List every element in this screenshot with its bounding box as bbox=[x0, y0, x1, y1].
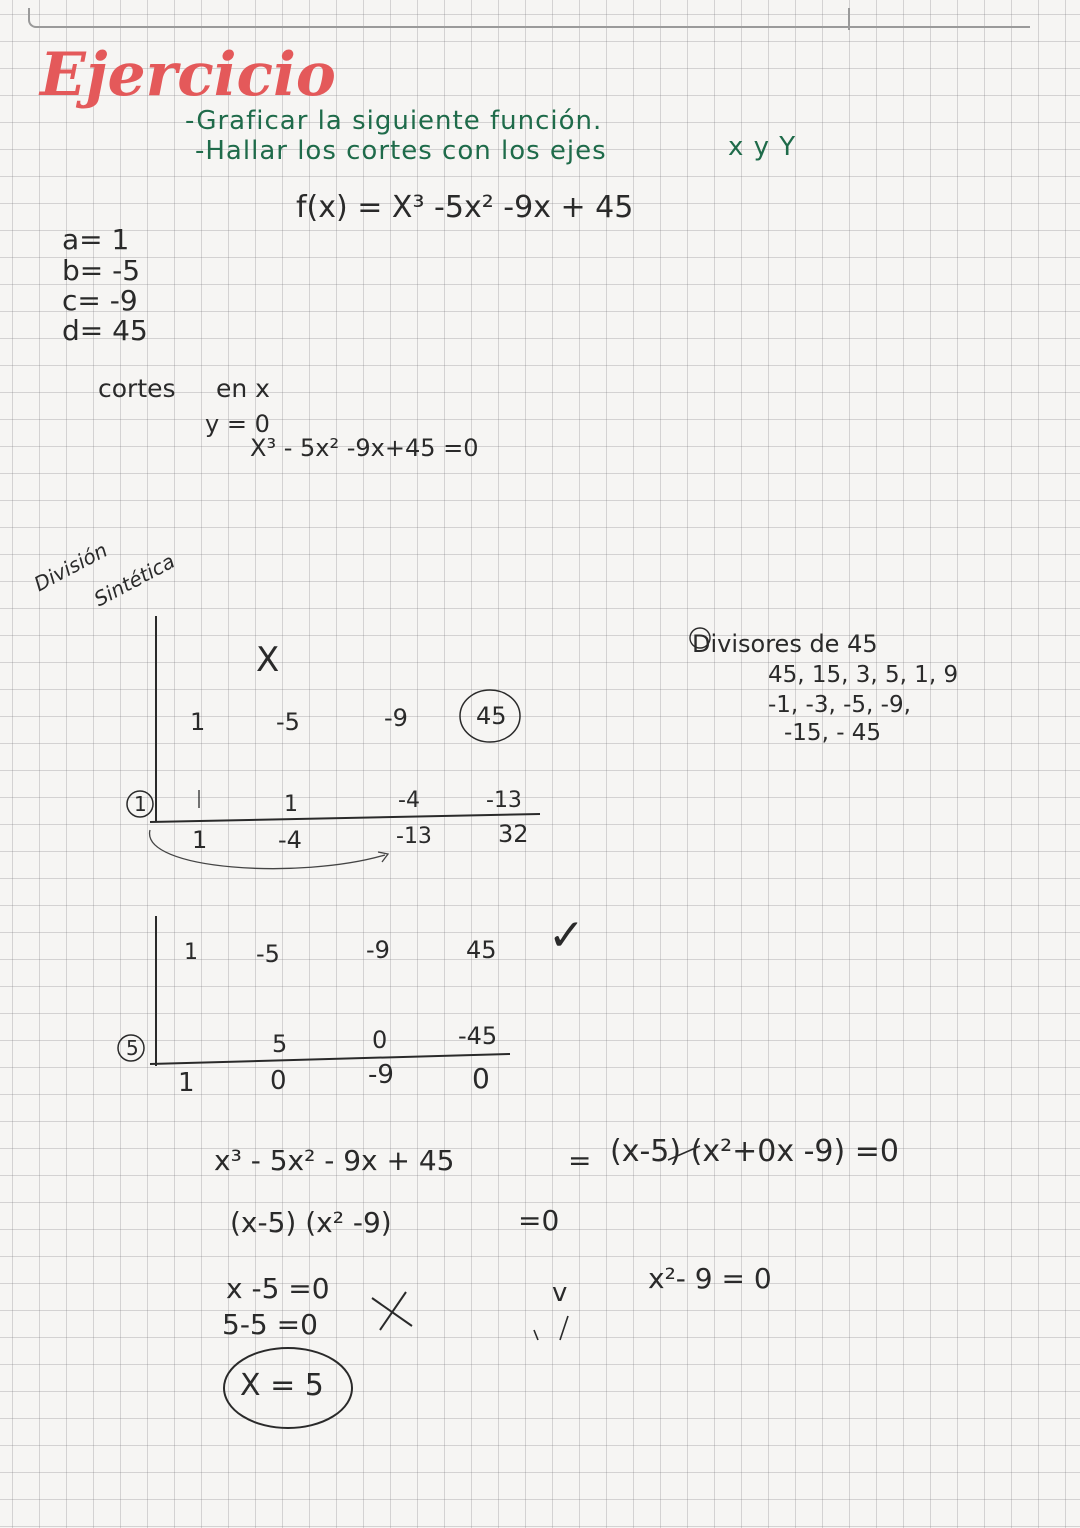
side-label-sintetica: Sintética bbox=[90, 548, 179, 612]
side-label-division: División bbox=[30, 537, 112, 597]
division1-root-circle bbox=[127, 791, 153, 817]
cortes-label: cortes bbox=[98, 374, 176, 403]
division2-coef-1: 1 bbox=[184, 940, 198, 965]
factor-step-3: 5-5 =0 bbox=[222, 1308, 318, 1341]
divisores-row-2: -1, -3, -5, -9, bbox=[768, 692, 911, 718]
factor-step-1-eq: =0 bbox=[518, 1204, 560, 1237]
instruction-axes: x y Y bbox=[728, 132, 797, 162]
division2-coef-4: 45 bbox=[466, 936, 497, 964]
division1-horizontal-line bbox=[150, 814, 540, 822]
division1-result-3: -13 bbox=[396, 824, 432, 849]
factor-quadratic: x²- 9 = 0 bbox=[648, 1262, 772, 1295]
division1-constant-circle bbox=[460, 690, 520, 742]
result-circle bbox=[224, 1348, 352, 1428]
division2-horizontal-line bbox=[150, 1054, 510, 1064]
division2-result-2: 0 bbox=[270, 1066, 287, 1096]
division1-coef-4: 45 bbox=[476, 702, 507, 730]
division1-result-1: 1 bbox=[192, 826, 208, 854]
check-mark: ✓ bbox=[548, 910, 585, 961]
divisores-row-3: -15, - 45 bbox=[784, 720, 882, 746]
cortes-y-zero: y = 0 bbox=[205, 410, 270, 438]
division2-product-3: -45 bbox=[458, 1022, 498, 1050]
coef-c: c= -9 bbox=[62, 284, 138, 317]
division2-product-1: 5 bbox=[272, 1030, 288, 1058]
factor-step-2: x -5 =0 bbox=[226, 1272, 330, 1305]
division1-root: 1 bbox=[134, 792, 147, 816]
cross-mark bbox=[372, 1292, 412, 1330]
division1-arrow bbox=[150, 830, 385, 869]
cross-out-zero-x bbox=[668, 1146, 700, 1160]
division2-result-4: 0 bbox=[472, 1062, 490, 1095]
division1-coef-2: -5 bbox=[276, 708, 300, 736]
function-definition: f(x) = X³ -5x² -9x + 45 bbox=[296, 190, 634, 225]
comma-marks bbox=[534, 1316, 568, 1340]
divisores-title: Divisores de 45 bbox=[692, 630, 878, 658]
division1-product-1: 1 bbox=[284, 792, 298, 817]
factor-right: (x-5) (x²+0x -9) =0 bbox=[610, 1134, 899, 1169]
factor-equals: = bbox=[568, 1144, 592, 1177]
division1-coef-3: -9 bbox=[384, 704, 408, 732]
cortes-equation: X³ - 5x² -9x+45 =0 bbox=[250, 434, 479, 462]
division1-coef-1: 1 bbox=[190, 708, 206, 736]
division2-coef-2: -5 bbox=[256, 940, 280, 968]
divisores-number-circle bbox=[690, 628, 710, 648]
coef-a: a= 1 bbox=[62, 223, 130, 256]
division2-product-2: 0 bbox=[372, 1026, 388, 1054]
division1-product-2: -4 bbox=[398, 788, 420, 813]
factor-left: x³ - 5x² - 9x + 45 bbox=[214, 1144, 455, 1177]
divisores-row-1: 45, 15, 3, 5, 1, 9 bbox=[768, 662, 959, 688]
division2-root-circle bbox=[118, 1035, 144, 1061]
coef-b: b= -5 bbox=[62, 254, 141, 287]
division2-result-3: -9 bbox=[368, 1060, 394, 1090]
division1-var: X bbox=[256, 640, 280, 680]
page-title: Ejercicio bbox=[40, 40, 336, 110]
division1-result-4: 32 bbox=[498, 820, 529, 848]
instruction-line-2: -Hallar los cortes con los ejes bbox=[195, 136, 607, 166]
cortes-en-x: en x bbox=[216, 374, 270, 403]
division2-root: 5 bbox=[126, 1036, 139, 1060]
division2-coef-3: -9 bbox=[366, 936, 390, 964]
factor-step-1: (x-5) (x² -9) bbox=[230, 1206, 392, 1239]
factor-or: v bbox=[552, 1278, 568, 1308]
instruction-line-1: -Graficar la siguiente función. bbox=[185, 106, 603, 136]
division1-product-3: -13 bbox=[486, 788, 522, 813]
division2-result-1: 1 bbox=[178, 1068, 195, 1098]
division1-result-2: -4 bbox=[278, 826, 302, 854]
factor-result: X = 5 bbox=[240, 1368, 324, 1403]
coef-d: d= 45 bbox=[62, 314, 148, 347]
